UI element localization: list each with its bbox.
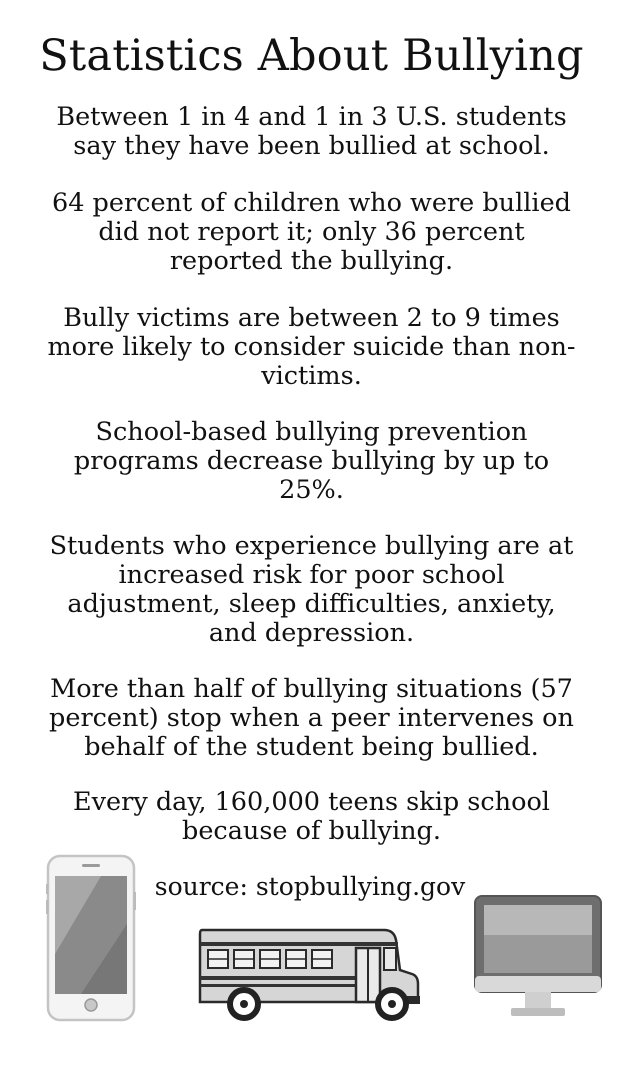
statistic-1: Between 1 in 4 and 1 in 3 U.S. students say they have been bullied at school.: [56, 102, 567, 161]
smartphone-icon: [46, 854, 136, 1022]
statistic-7: Every day, 160,000 teens skip school because of bullying.: [73, 787, 550, 846]
school-bus-icon: [196, 926, 422, 1022]
source-citation: source: stopbullying.gov: [154, 872, 466, 901]
statistic-4: School-based bullying prevention programs decrease bullying by up to 25%.: [73, 417, 550, 505]
statistic-2: 64 percent of children who were bullied did not report it; only 36 percent reported the bullying.: [52, 188, 571, 276]
statistic-5: Students who experience bullying are at increased risk for poor school adjustment, sleep difficulties, anxiety, and depression.: [49, 531, 574, 648]
computer-monitor-icon: [473, 894, 603, 1020]
statistic-6: More than half of bullying situations (57 percent) stop when a peer intervenes on behalf of the student being bullied.: [49, 674, 574, 762]
page-title: Statistics About Bullying: [39, 31, 584, 81]
statistic-3: Bully victims are between 2 to 9 times more likely to consider suicide than non-victims.: [47, 303, 576, 391]
